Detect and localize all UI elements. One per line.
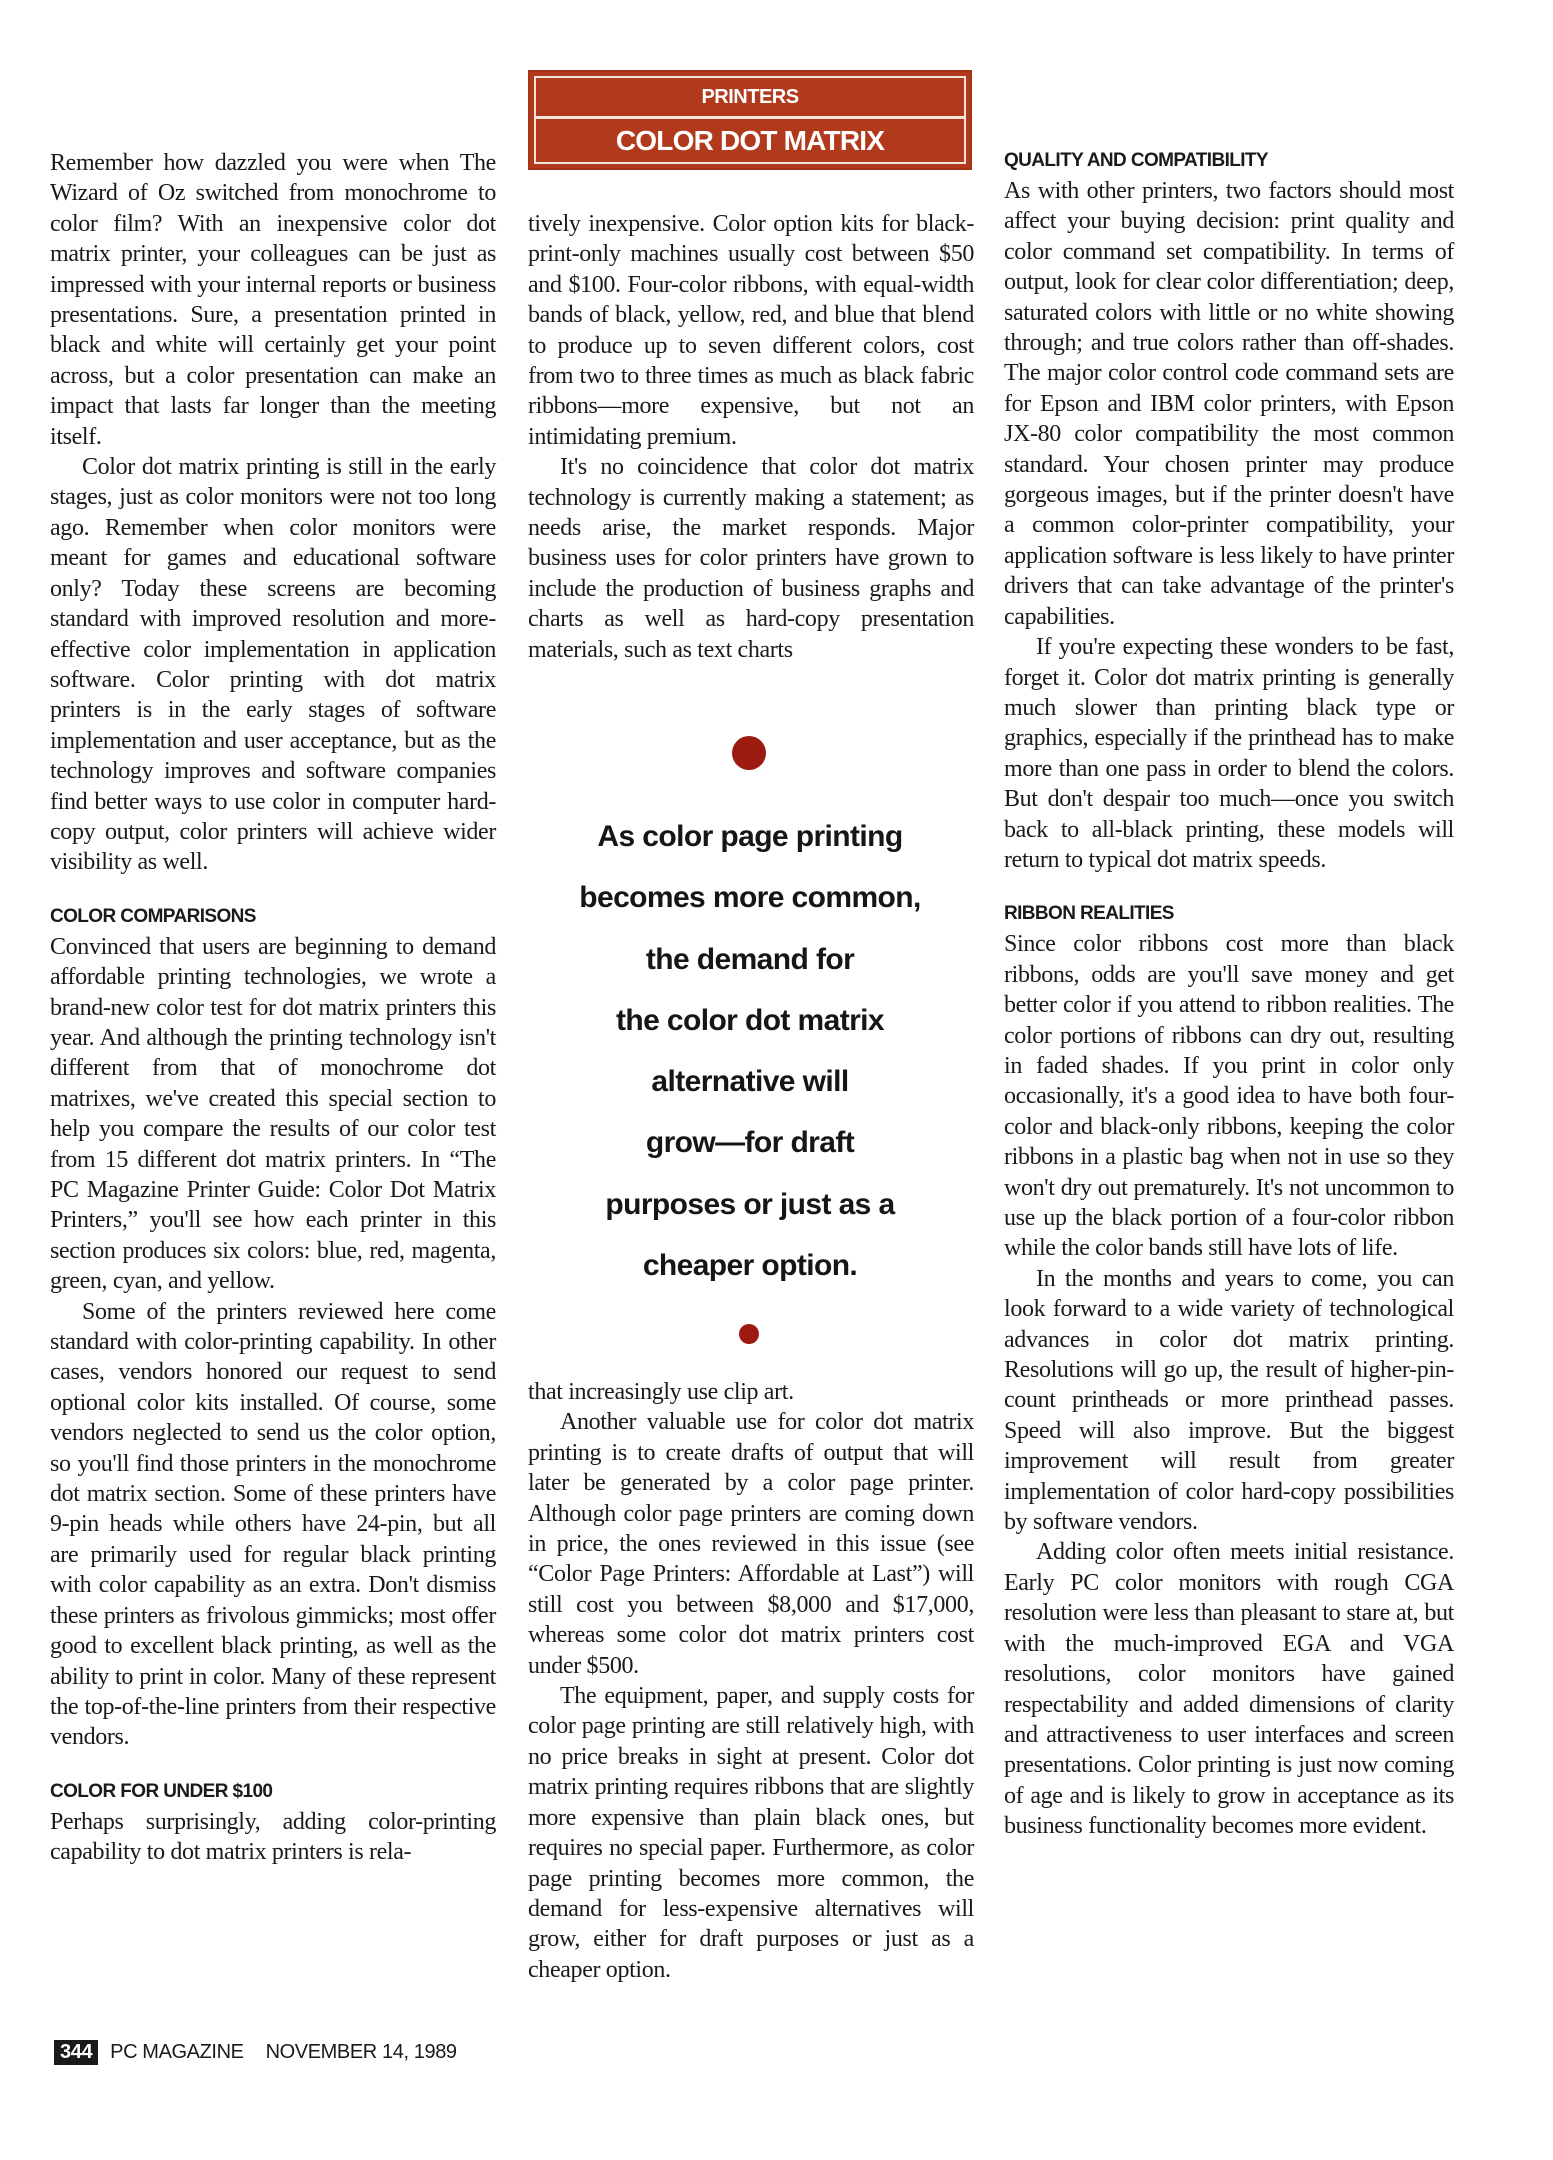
- paragraph: Remember how dazzled you were when The Wizard of Oz switched from monochrome to color film? With an inexpensive color dot matrix printer, your colleagues can be just as impressed with your internal reports or business presentations. Sure, a presentation printed in black and white will certainly get your point across, but a color presentation can make an impact that lasts far longer than the meeting itself.: [50, 150, 496, 450]
- paragraph: In the months and years to come, you can look forward to a wide variety of technological advances in color dot matrix printing. Resolutions will go up, the result of higher-pin-count printheads or more printhead passes. Speed will also improve. But the biggest improvement will result from greater implementation of color hard-copy possibilities by software vendors.: [1004, 1265, 1454, 1536]
- page-number: 344: [54, 2040, 98, 2065]
- paragraph: Some of the printers reviewed here come standard with color-printing capability. In other cases, vendors honored our request to send optional color kits installed. Of course, some vendors neglected to send us the color option, so you'll find those printers in the monochrome dot matrix section. Some of these printers have 9-pin heads while others have 24-pin, but all are primarily used for regular black printing with color capability as an extra. Don't dismiss these printers as frivolous gimmicks; most offer good to excellent black printing, as well as the ability to print in color. Many of these represent the top-of-the-line printers from their respective vendors.: [50, 1298, 496, 1751]
- subheading: COLOR FOR UNDER $100: [50, 1780, 273, 1802]
- paragraph: Perhaps surprisingly, adding color-printing capability to dot matrix printers is rela-: [50, 1808, 496, 1866]
- pull-quote-line: As color page printing: [597, 820, 903, 853]
- paragraph: The equipment, paper, and supply costs for color page printing are still relatively high, with no price breaks in sight at present. Color dot matrix printing requires ribbons that are slightly more expensive than plain black ones, but requires no special paper. Furthermore, as color page printing becomes more common, the demand for less-expensive alternatives will grow, either for draft purposes or just as a cheaper option.: [528, 1683, 974, 1983]
- paragraph: If you're expecting these wonders to be fast, forget it. Color dot matrix printing is generally much slower than printing black type or graphics, especially if the printhead has to make more than one pass in order to blend the colors. But don't despair too much—once you switch back to all-black printing, these models will return to typical dot matrix speeds.: [1004, 634, 1454, 873]
- page-footer: [54, 2040, 457, 2065]
- pull-quote-line: cheaper option.: [642, 1249, 858, 1283]
- subheading: COLOR COMPARISONS: [50, 905, 256, 927]
- pull-quote-line: alternative will: [651, 1065, 849, 1099]
- paragraph: Since color ribbons cost more than black ribbons, odds are you'll save money and get better color if you attend to ribbon realities. The color portions of ribbons can dry out, resulting in faded shades. If you print in color only occasionally, it's a good idea to have both four-color and black-only ribbons, keeping the color ribbons in a plastic bag when not in use so they won't dry out prematurely. It's not uncommon to use up the black portion of a four-color ribbon while the color bands still have lots of life.: [1004, 931, 1454, 1262]
- bullet-dot-large: [732, 736, 766, 770]
- paragraph: tively inexpensive. Color option kits for black-print-only machines usually cost between $50 and $100. Four-color ribbons, with equal-width bands of black, yellow, red, and blue that blend to produce up to seven different colors, cost from two to three times as much as black fabric ribbons—more expensive, but not an intimidating premium.: [528, 211, 974, 450]
- paragraph: It's no coincidence that color dot matrix technology is currently making a statement; as needs arise, the market responds. Major business uses for color printers have grown to include the production of business graphs and charts as well as hard-copy presentation materials, such as text charts: [528, 454, 974, 663]
- publication-name: PC MAGAZINE: [110, 2041, 244, 2063]
- section-title: COLOR DOT MATRIX: [615, 124, 885, 156]
- subheading: RIBBON REALITIES: [1004, 903, 1174, 925]
- pull-quote-line: the demand for: [645, 942, 855, 976]
- pull-quote: [540, 806, 960, 1296]
- pull-quote-line: purposes or just as a: [605, 1187, 895, 1221]
- paragraph: Adding color often meets initial resistance. Early PC color monitors with rough CGA resolution were less than pleasant to stare at, but with the much-improved EGA and VGA resolutions, color monitors have gained respectability and added dimensions of clarity and attractiveness to user interfaces and screen presentations. Color printing is just now coming of age and is likely to grow in acceptance as its business functionality becomes more evident.: [1004, 1539, 1454, 1840]
- subheading: QUALITY AND COMPATIBILITY: [1004, 150, 1269, 171]
- column-1: [50, 148, 496, 1868]
- bullet-dot-small: [739, 1324, 759, 1344]
- section-label: PRINTERS: [536, 78, 964, 119]
- issue-date: NOVEMBER 14, 1989: [265, 2041, 457, 2063]
- column-3: [1004, 148, 1454, 1842]
- paragraph: As with other printers, two factors should most affect your buying decision: print quality and color command set compatibility. In terms of output, look for clear color differentiation; deep, saturated colors with little or no white showing through; and true colors rather than off-shades. The major color control code command sets are for Epson and IBM color printers, with Epson JX-80 color compatibility the most common standard. Your chosen printer may produce gorgeous images, but if the printer doesn't have a common color-printer compatibility, your application software is less likely to have printer drivers that can take advantage of the printer's capabilities.: [1004, 178, 1454, 630]
- paragraph: Convinced that users are beginning to demand affordable printing technologies, we wrote a brand-new color test for dot matrix printers this year. And although the printing technology isn't different from that of monochrome dot matrixes, we've created this special section to help you compare the results of our color test from 15 different dot matrix printers. In “The PC Magazine Printer Guide: Color Dot Matrix Printers,” you'll see how each printer in this section produces six colors: blue, red, magenta, green, cyan, and yellow.: [50, 933, 496, 1295]
- paragraph: Another valuable use for color dot matrix printing is to create drafts of output that will later be generated by a color page printer. Although color page printers are coming down in price, the ones reviewed in this issue (see “Color Page Printers: Affordable at Last”) will still cost you between $8,000 and $17,000, whereas some color dot matrix printers cost under $500.: [528, 1409, 974, 1679]
- column-2-top: [528, 209, 974, 665]
- column-2-bottom: [528, 1377, 974, 1985]
- pull-quote-line: becomes more common,: [579, 881, 921, 915]
- pull-quote-line: the color dot matrix: [615, 1003, 885, 1037]
- paragraph: Color dot matrix printing is still in the early stages, just as color monitors were not too long ago. Remember when color monitors were meant for games and educational software only? Today these screens are becoming standard with improved resolution and more-effective color implementation in application software. Color printing with dot matrix printers is in the early stages of software implementation and user acceptance, but as the technology improves and software companies find better ways to use color in computer hard-copy output, color printers will achieve wider visibility as well.: [50, 454, 496, 876]
- paragraph: that increasingly use clip art.: [528, 1379, 794, 1405]
- section-banner: [528, 70, 972, 170]
- pull-quote-line: grow—for draft: [645, 1126, 855, 1160]
